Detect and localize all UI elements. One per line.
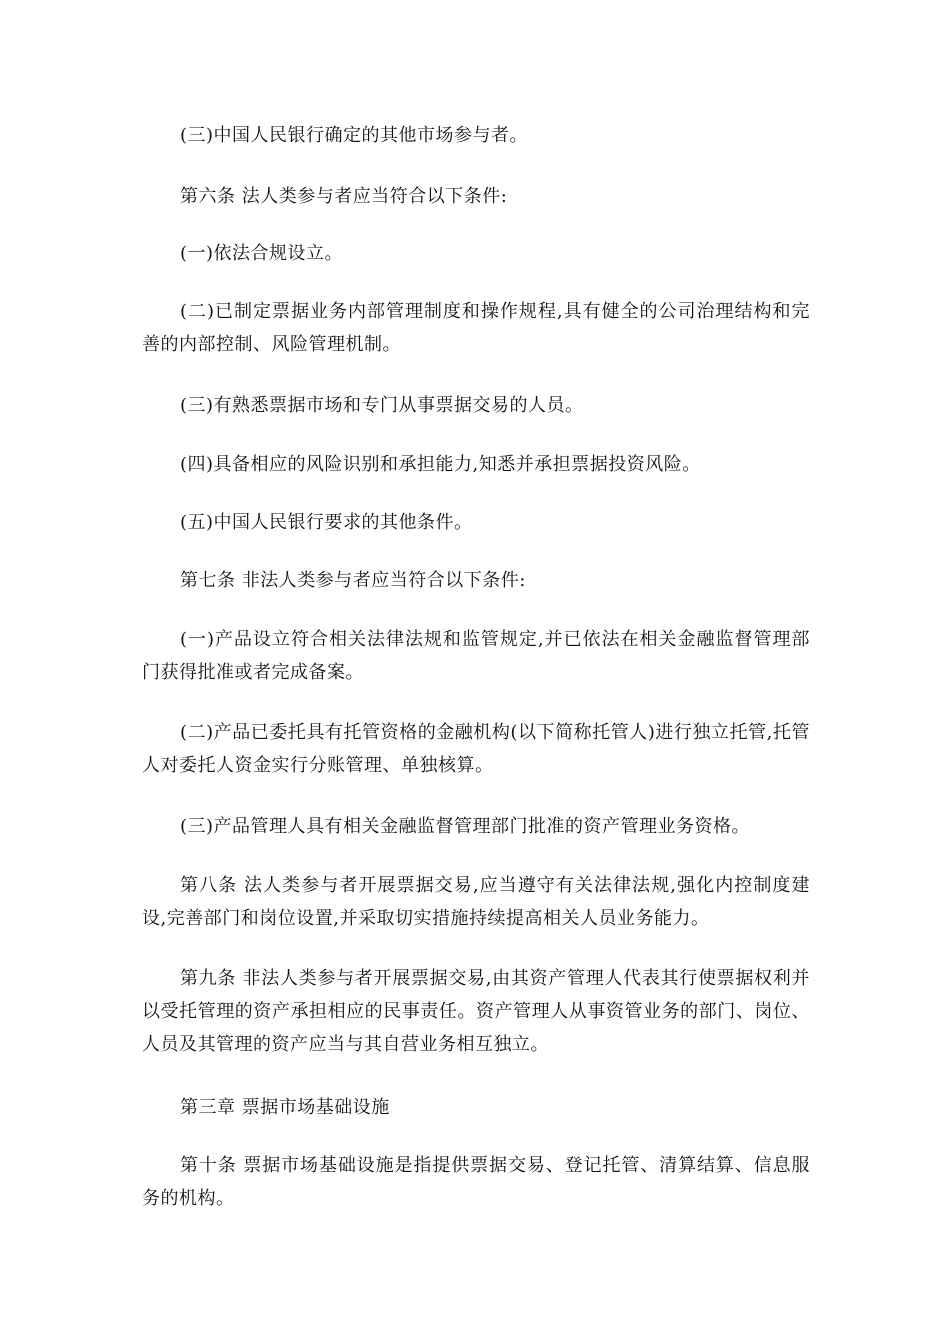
paragraph-article-6-item-1: (一)依法合规设立。 (180, 243, 344, 264)
paragraph-article-8: 第八条 法人类参与者开展票据交易,应当遵守有关法律法规,强化内控制度建设,完善部门和岗位设置,并采取切实措施持续提高相关人员业务能力。 (142, 875, 810, 929)
paragraph-article-7: 第七条 非法人类参与者应当符合以下条件: (180, 570, 526, 591)
paragraph-participant-other: (三)中国人民银行确定的其他市场参与者。 (180, 125, 529, 146)
paragraph-article-6-item-4: (四)具备相应的风险识别和承担能力,知悉并承担票据投资风险。 (180, 454, 701, 475)
chapter-3-heading: 第三章 票据市场基础设施 (180, 1097, 390, 1118)
paragraph-article-6: 第六条 法人类参与者应当符合以下条件: (180, 186, 508, 207)
paragraph-article-6-item-2: (二)已制定票据业务内部管理制度和操作规程,具有健全的公司治理结构和完善的内部控制、风险管理机制。 (142, 301, 810, 355)
paragraph-article-7-item-1: (一)产品设立符合相关法律法规和监管规定,并已依法在相关金融监督管理部门获得批准或者完成备案。 (142, 629, 810, 683)
paragraph-article-7-item-2: (二)产品已委托具有托管资格的金融机构(以下简称托管人)进行独立托管,托管人对委托人资金实行分账管理、单独核算。 (142, 722, 810, 776)
paragraph-article-10: 第十条 票据市场基础设施是指提供票据交易、登记托管、清算结算、信息服务的机构。 (142, 1155, 810, 1209)
paragraph-article-7-item-3: (三)产品管理人具有相关金融监督管理部门批准的资产管理业务资格。 (180, 816, 751, 837)
paragraph-article-9: 第九条 非法人类参与者开展票据交易,由其资产管理人代表其行使票据权利并以受托管理的资产承担相应的民事责任。资产管理人从事资管业务的部门、岗位、人员及其管理的资产应当与其自营业务相互独立。 (142, 968, 810, 1055)
paragraph-article-6-item-5: (五)中国人民银行要求的其他条件。 (180, 512, 473, 533)
paragraph-article-6-item-3: (三)有熟悉票据市场和专门从事票据交易的人员。 (180, 395, 584, 416)
